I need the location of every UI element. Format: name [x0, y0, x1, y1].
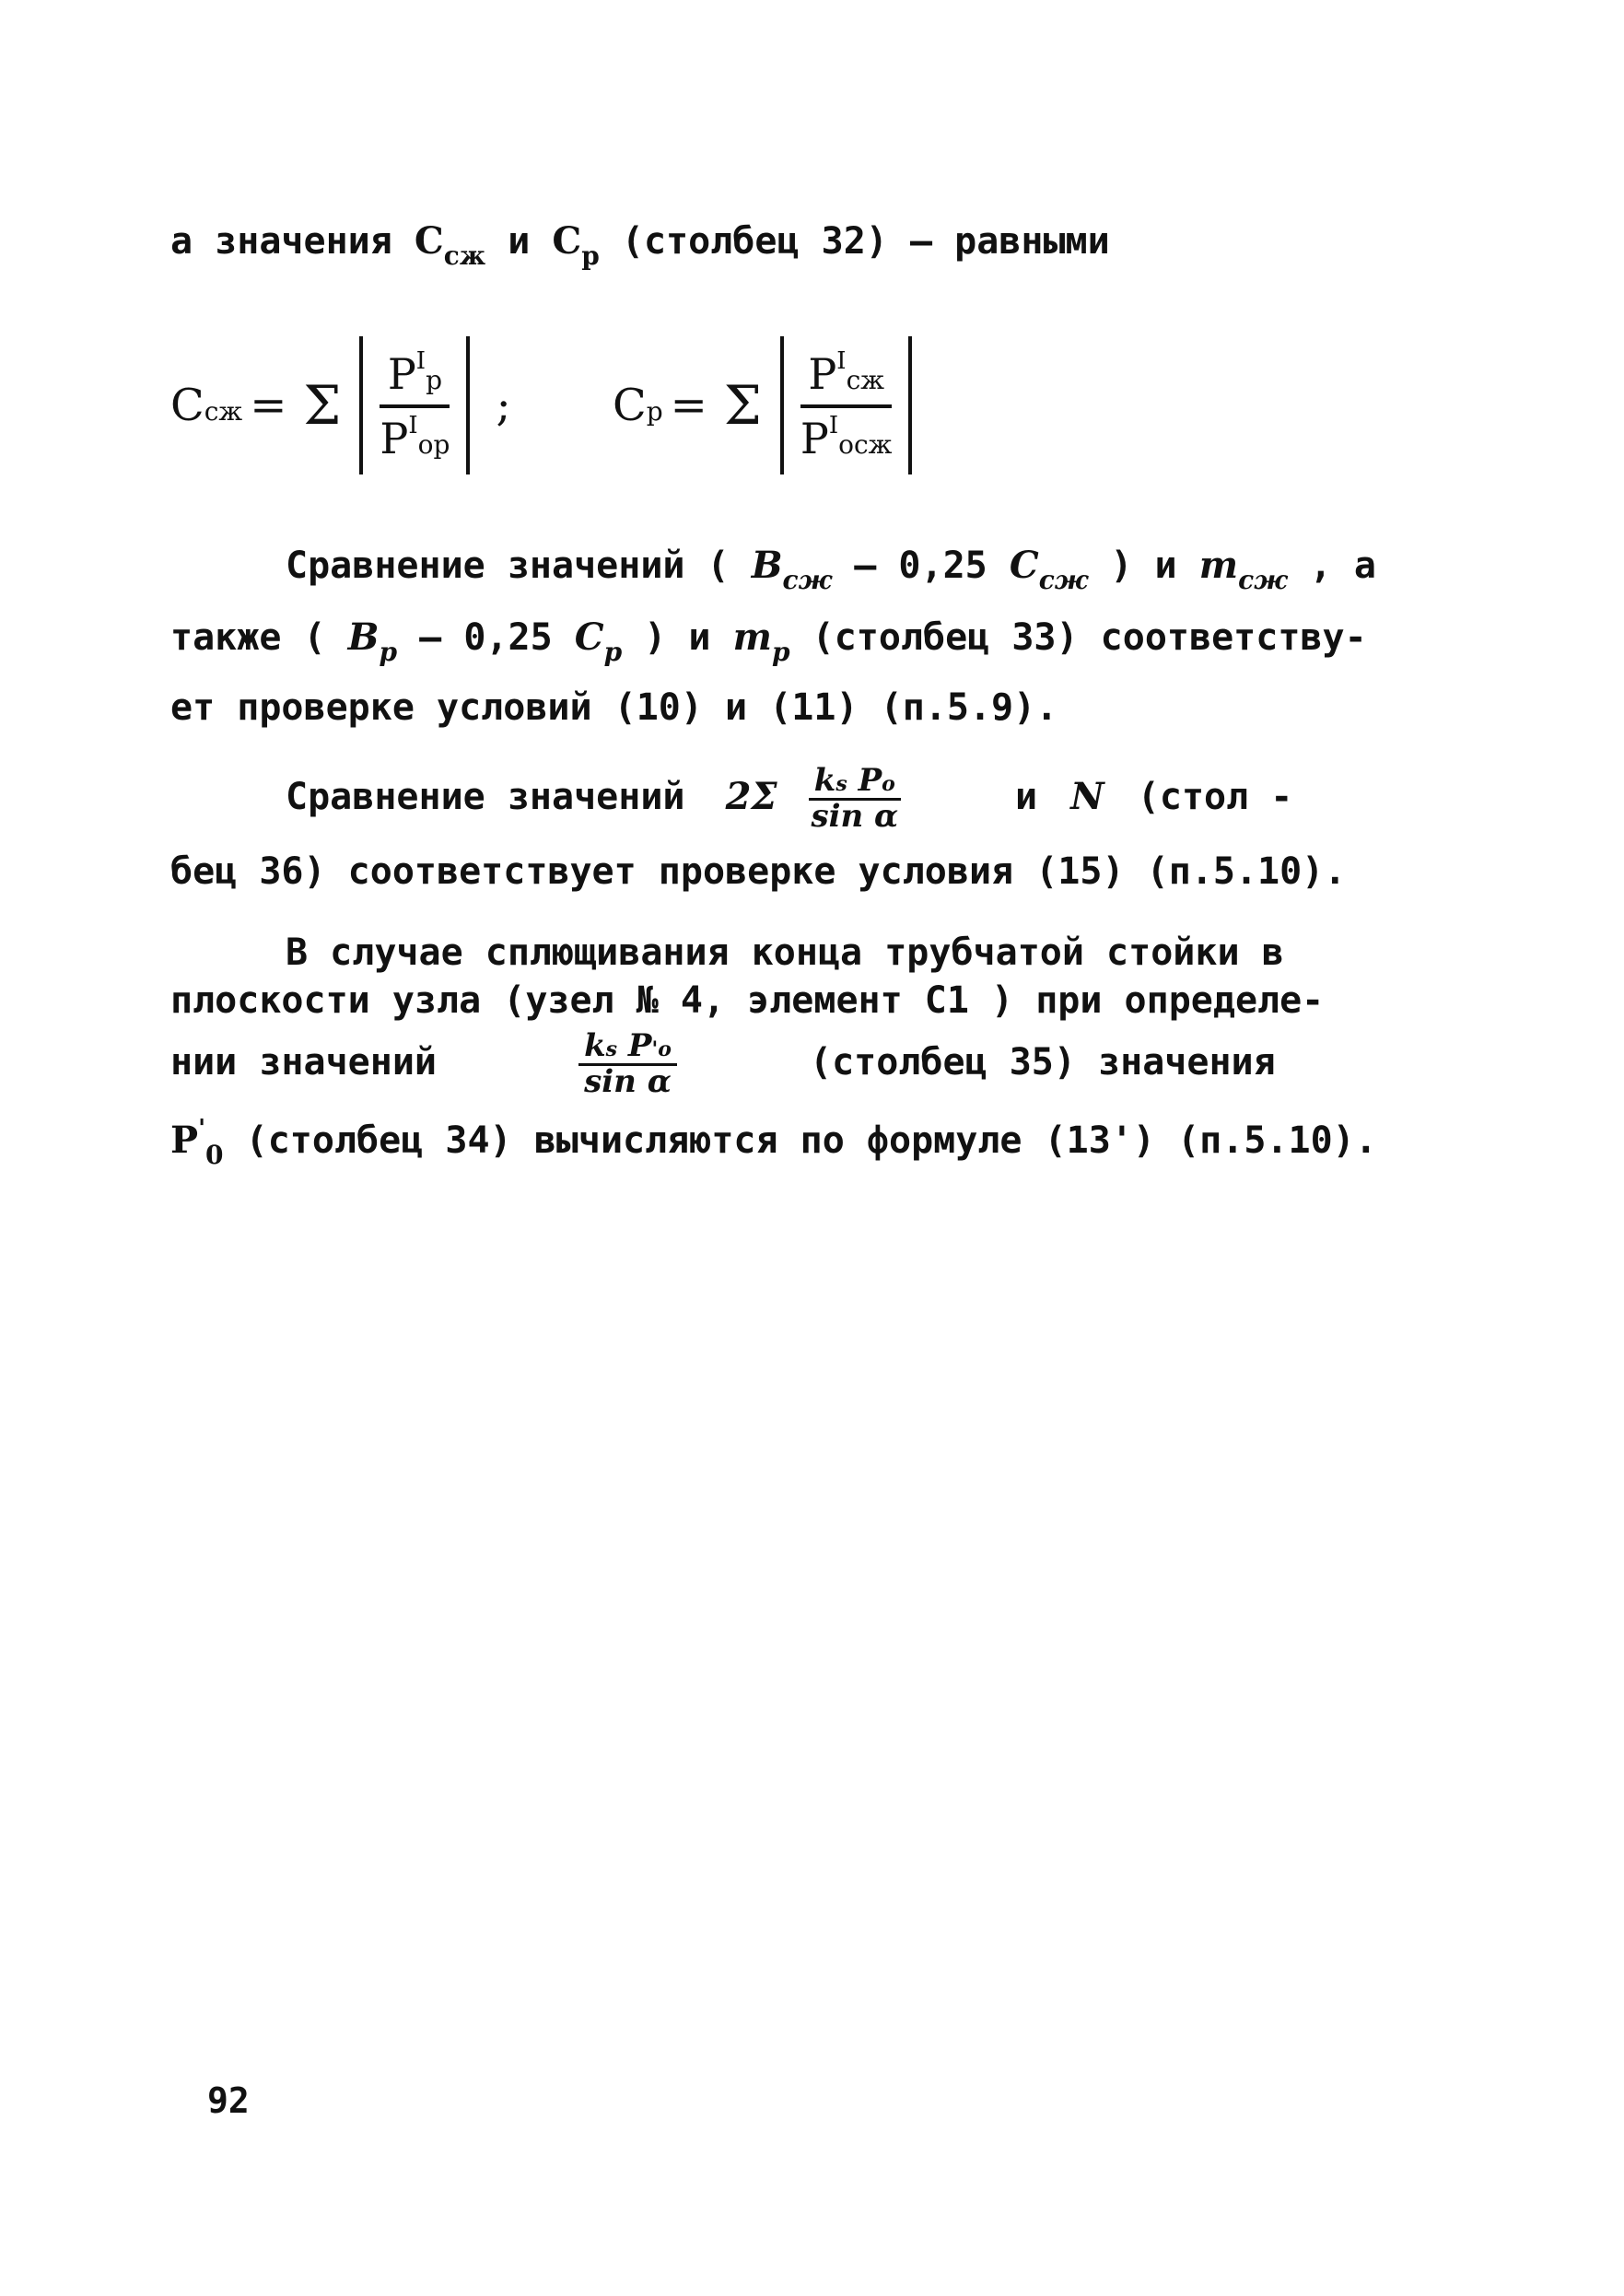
para1-line2: также ( $B_р - 0,25$ $C_р$ ) и $m_р$ (столбец 33) соответству- [170, 615, 1367, 667]
formula-sum1: Σ [303, 374, 342, 437]
formula-frac2: $P^Iсж$ $P^Iосж$ [800, 347, 893, 463]
formula-eq2: = [670, 380, 707, 431]
para2-line2: бец 36) соответствует проверке условия (15) (п.5.10). [170, 850, 1347, 893]
para2-line1: Сравнение значений 2Σ $\frac{\text{ks Po}}{\text{sin α}}$ и N (стол - [286, 762, 1293, 835]
formula-eq1: = [250, 380, 287, 431]
intro-text: а значения [170, 220, 392, 263]
intro-line [170, 219, 1110, 272]
symbol-c-szh: $C_{сж}$ [414, 219, 486, 271]
para3-line4: $P'_0$ (столбец 34) вычисляются по формуле (13') (п.5.10). [170, 1115, 1377, 1170]
conj-and: и [508, 220, 531, 263]
formula-right [613, 322, 921, 488]
formula-sum2: Σ [723, 374, 762, 437]
formula-left [170, 322, 511, 488]
formula-frac1: $P^Iр$ $P^Iор$ [380, 347, 450, 463]
symbol-p0: $P'_0$ [170, 1115, 224, 1170]
intro-rest: (столбец 32) – равными [621, 220, 1110, 263]
para1-line1: Сравнение значений ( $B_{сж} - 0,25$ $C_{сж}$ ) и $m_{сж}$ , а [286, 544, 1377, 595]
para3-line3: нии значений $\frac{\text{ks P'o}}{\text{sin α}}$ (столбец 35) значения [170, 1027, 1276, 1100]
para3-line1: В случае сплющивания конца трубчатой стойки в [286, 931, 1284, 974]
para2-fraction: $\frac{\text{ks Po}}{\text{sin α}}$ [809, 765, 901, 833]
formula-abs2 [780, 336, 913, 474]
para3-line2: плоскости узла (узел № 4, элемент C1 ) при определе- [170, 979, 1325, 1022]
formula-abs1 [359, 336, 470, 474]
para3-fraction: $\frac{\text{ks P'o}}{\text{sin α}}$ [578, 1030, 677, 1098]
formula-lhs1: Cсж [170, 380, 243, 431]
symbol-c-p: $C_р$ [552, 219, 600, 271]
formula-separator: ; [496, 380, 511, 431]
formula-lhs2: Cр [613, 380, 663, 431]
para1-line3: ет проверке условий (10) и (11) (п.5.9). [170, 686, 1058, 729]
formula-block [170, 322, 1460, 488]
page-number: 92 [207, 2080, 250, 2121]
